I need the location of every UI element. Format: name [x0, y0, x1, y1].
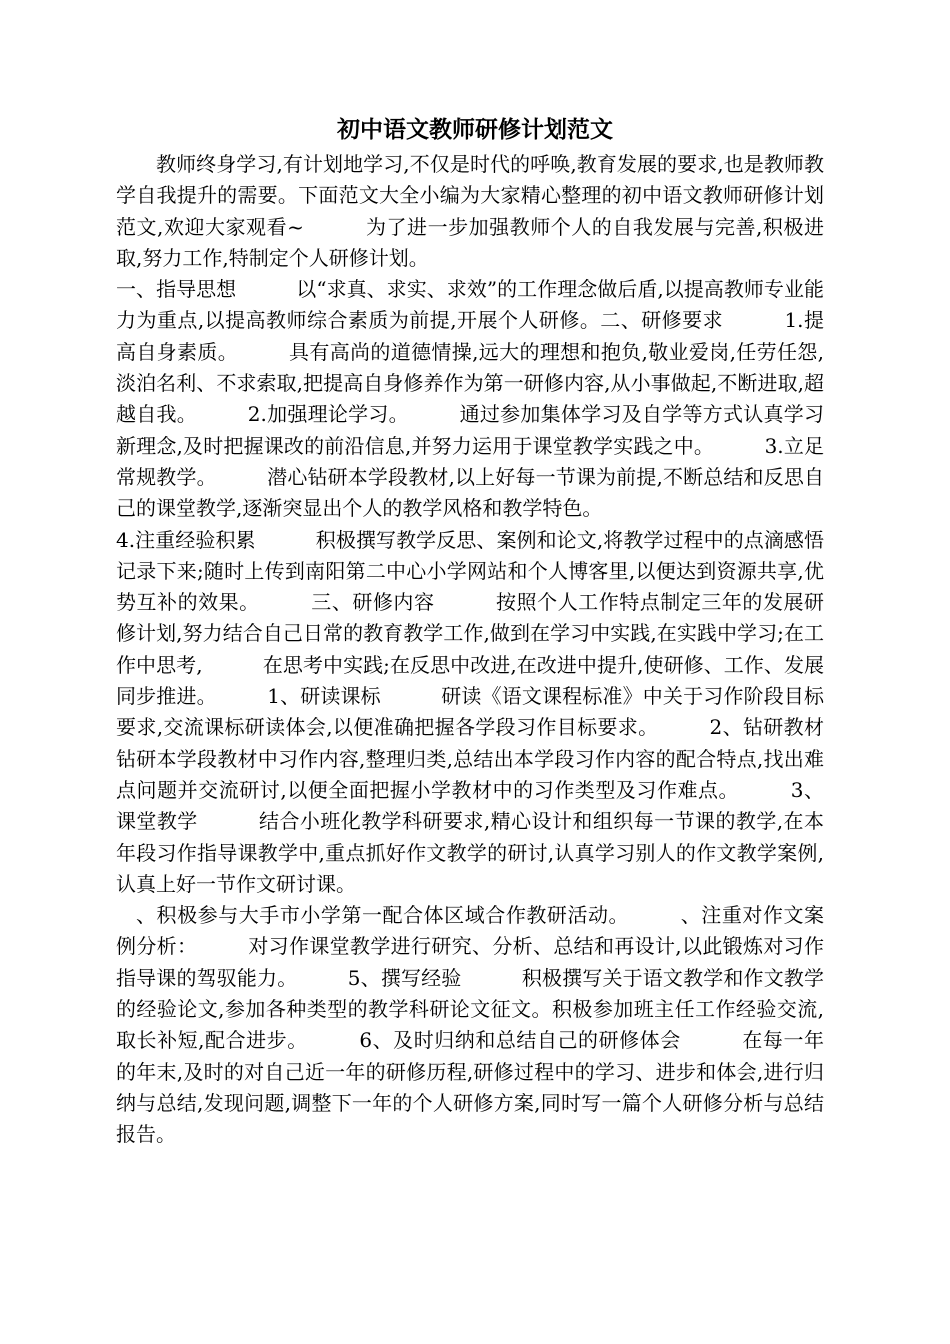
document-body	[116, 149, 864, 1151]
paragraph-guiding-and-requirements: 一、指导思想 以“求真、求实、求效”的工作理念做后盾,以提高教师专业能力为重点,以提高教师综合素质为前提,开展个人研修。二、研修要求 1.提高自身素质。 具有高尚的道德情操,远大的理想和抱负,敬业爱岗,任劳任怨,淡泊名利、不求索取,把提高自身修养作为第一研修内容,从小事做起,不断进取,超越自我。 2.加强理论学习。 通过参加集体学习及自学等方式认真学习新理念,及时把握课改的前沿信息,并努力运用于课堂教学实践之中。 3.立足常规教学。 潜心钻研本学段教材,以上好每一节课为前提,不断总结和反思自己的课堂教学,逐渐突显出个人的教学风格和教学特色。	[116, 277, 824, 521]
paragraph-intro: 教师终身学习,有计划地学习,不仅是时代的呼唤,教育发展的要求,也是教师教学自我提升的需要。下面范文大全小编为大家精心整理的初中语文教师研修计划范文,欢迎大家观看~ 为了进一步加强教师个人的自我发展与完善,积极进取,努力工作,特制定个人研修计划。	[116, 152, 824, 270]
document-title: 初中语文教师研修计划范文	[337, 116, 613, 143]
paragraph-activities-and-summary: 、积极参与大手市小学第一配合体区域合作教研活动。 、注重对作文案例分析： 对习作课堂教学进行研究、分析、总结和再设计,以此锻炼对习作指导课的驾驭能力。 5、撰写经验 积极撰写关于语文教学和作文教学的经验论文,参加各种类型的教学科研论文征文。积极参加班主任工作经验交流,取长补短,配合进步。 6、及时归纳和总结自己的研修体会 在每一年的年末,及时的对自己近一年的研修历程,研修过程中的学习、进步和体会,进行归纳与总结,发现问题,调整下一年的个人研修方案,同时写一篇个人研修分析与总结报告。	[116, 903, 824, 1147]
paragraph-experience-and-content: 4.注重经验积累 积极撰写教学反思、案例和论文,将教学过程中的点滴感悟记录下来;随时上传到南阳第二中心小学网站和个人博客里,以便达到资源共享,优势互补的效果。 三、研修内容 按照个人工作特点制定三年的发展研修计划,努力结合自己日常的教育教学工作,做到在学习中实践,在实践中学习;在工作中思考, 在思考中实践;在反思中改进,在改进中提升,使研修、工作、发展同步推进。 1、研读课标 研读《语文课程标准》中关于习作阶段目标要求,交流课标研读体会,以便准确把握各学段习作目标要求。 2、钻研教材 钻研本学段教材中习作内容,整理归类,总结出本学段习作内容的配合特点,找出难点问题并交流研讨,以便全面把握小学教材中的习作类型及习作难点。 3、课堂教学 结合小班化教学科研要求,精心设计和组织每一节课的教学,在本年段习作指导课教学中,重点抓好作文教学的研讨,认真学习别人的作文教学案例,认真上好一节作文研讨课。	[116, 527, 864, 896]
